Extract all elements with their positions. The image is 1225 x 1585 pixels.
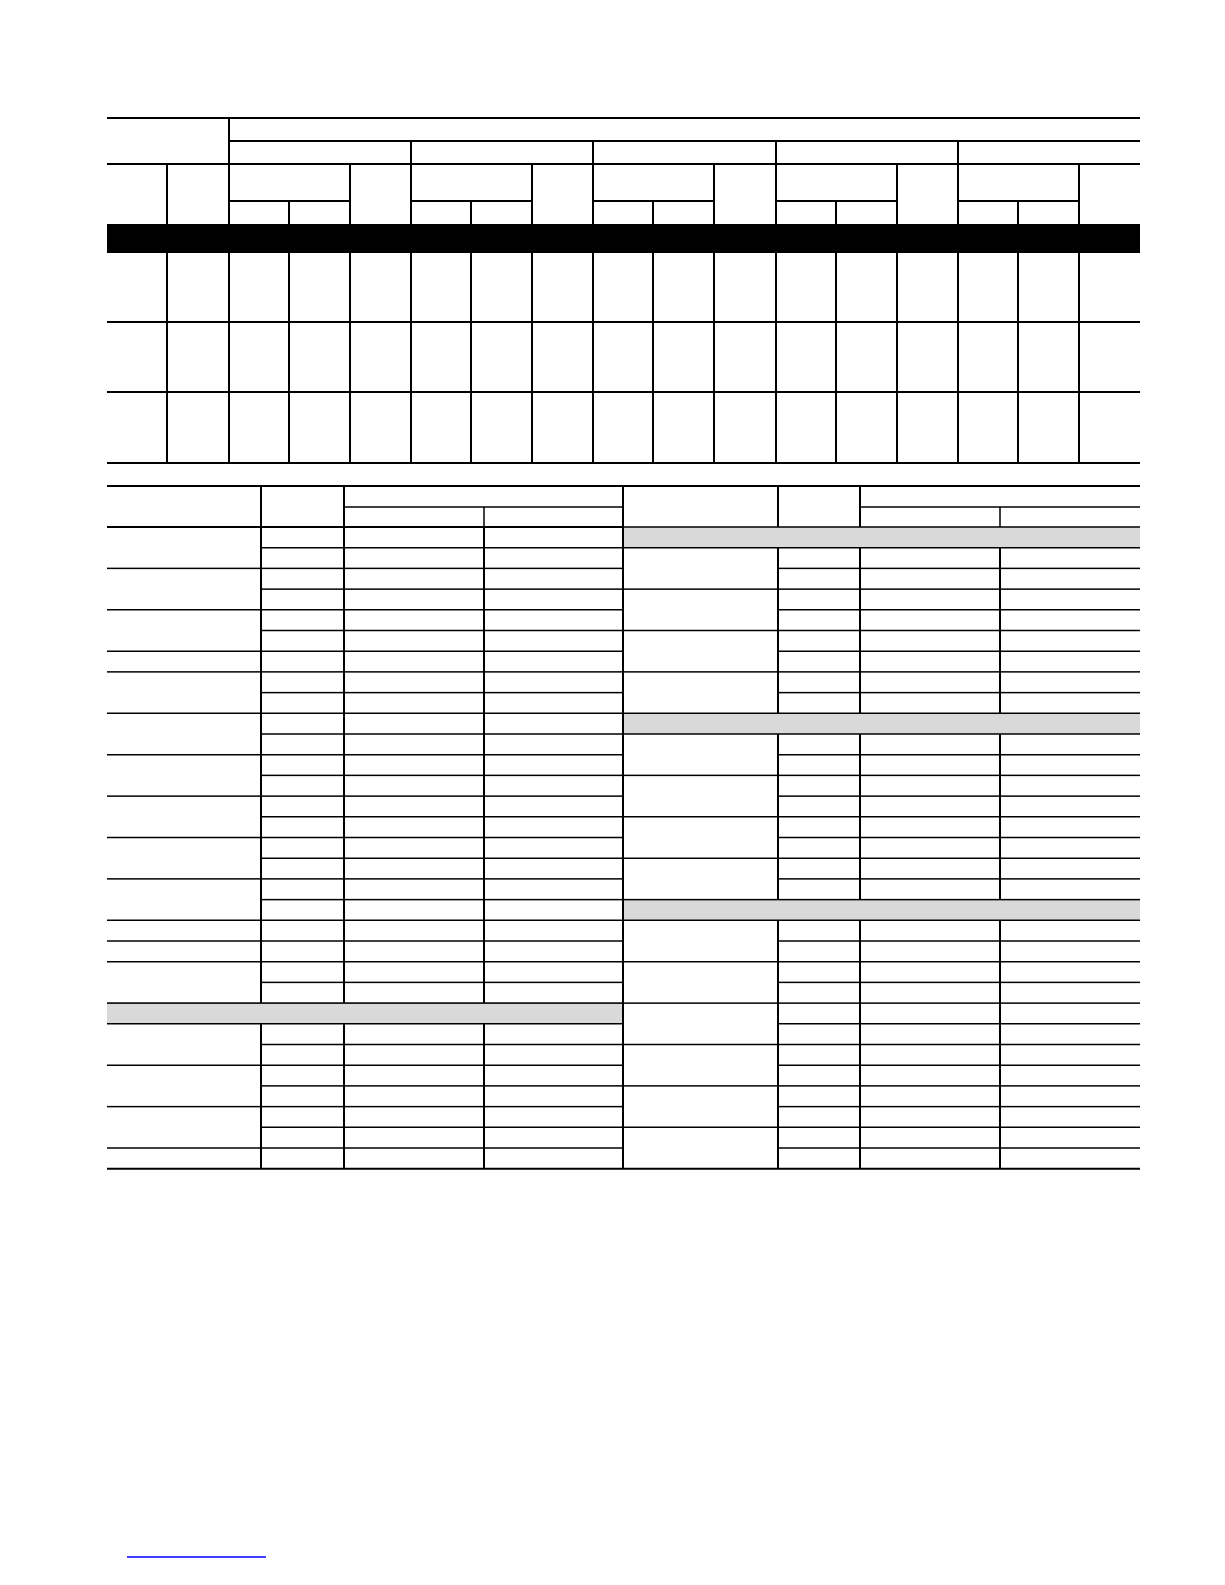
lower-table-right-shaded-section — [623, 527, 1140, 548]
lower-table-left-shaded-section — [107, 1003, 623, 1024]
lower-table-right-shaded-section — [623, 713, 1140, 734]
upper-table — [107, 118, 1140, 463]
lower-table — [107, 486, 1140, 1169]
upper-table-section-bar — [107, 224, 1140, 253]
lower-table-right-shaded-section — [623, 900, 1140, 921]
